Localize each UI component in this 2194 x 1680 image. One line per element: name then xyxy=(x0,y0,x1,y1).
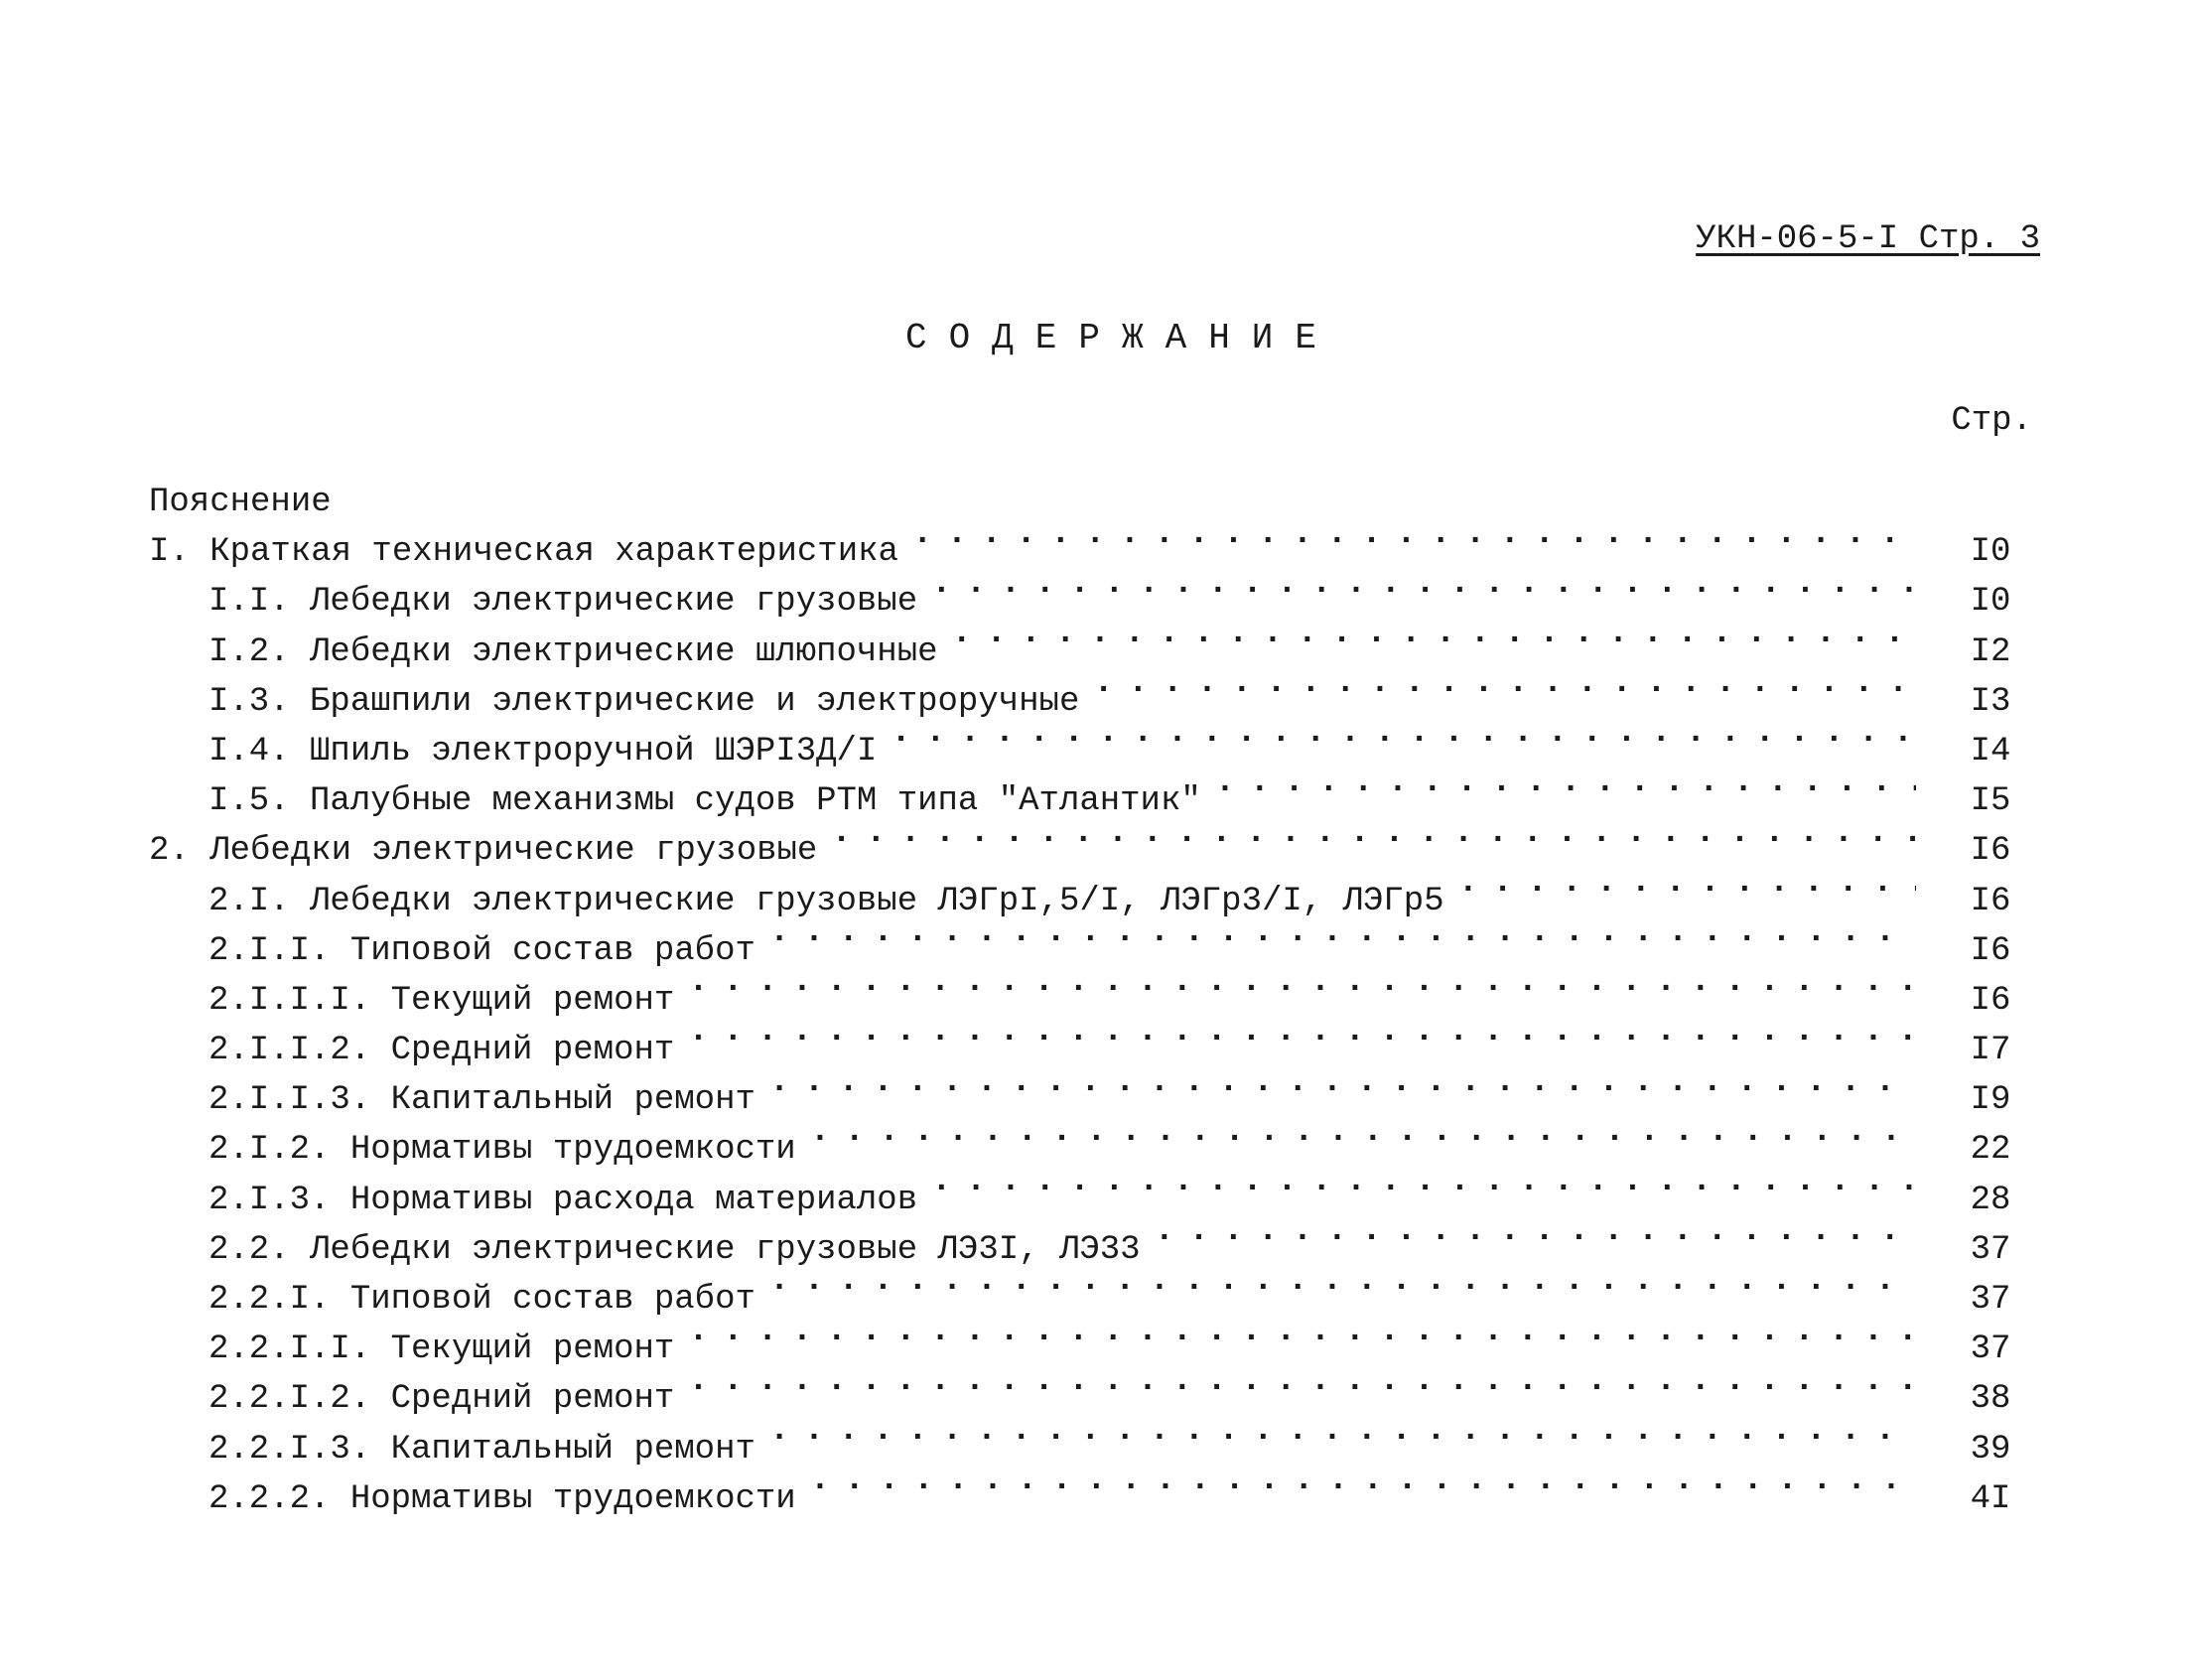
toc-dot-leader xyxy=(810,1124,1916,1158)
toc-entry-page: 4I xyxy=(1970,1479,2011,1518)
toc-entry-label: 2.I. Лебедки электрические грузовые ЛЭГрI,5/I, ЛЭГр3/I, ЛЭГр5 xyxy=(208,882,1444,920)
toc-entry-page: I9 xyxy=(1970,1081,2011,1120)
toc-entry xyxy=(149,1424,2045,1473)
toc-entry xyxy=(149,925,2045,975)
toc-entry-label: 2.I.I. Типовой состав работ xyxy=(208,931,755,970)
toc-dot-leader xyxy=(810,1473,1916,1507)
toc-entry xyxy=(149,477,2045,526)
toc-entry-page: I4 xyxy=(1970,732,2011,770)
toc-dot-leader xyxy=(931,576,1916,610)
toc-entry-label: 2.2.I.2. Средний ремонт xyxy=(208,1380,675,1419)
toc-dot-leader xyxy=(769,1424,1916,1458)
page-title: СОДЕРЖАНИЕ xyxy=(904,318,1339,358)
toc-entry-page: 39 xyxy=(1970,1430,2011,1469)
toc-entry-page: I6 xyxy=(1970,882,2011,920)
toc-dot-leader xyxy=(769,925,1916,959)
toc-entry-label: 2.2.I.3. Капитальный ремонт xyxy=(208,1430,755,1469)
toc-entry-page: 22 xyxy=(1970,1131,2011,1170)
toc-dot-leader xyxy=(1155,1224,1916,1258)
page-column-header: Стр. xyxy=(1951,402,2032,440)
toc-entry-page: 28 xyxy=(1970,1181,2011,1219)
toc-entry-label: 2.2.I. Типовой состав работ xyxy=(208,1281,755,1319)
toc-dot-leader xyxy=(931,1175,1916,1208)
toc-entry-page: I3 xyxy=(1970,682,2011,721)
toc-entry-page: I2 xyxy=(1970,632,2011,671)
toc-dot-leader xyxy=(688,1373,1916,1407)
toc-entry-label: 2.2.I.I. Текущий ремонт xyxy=(208,1330,675,1369)
toc-entry xyxy=(149,1373,2045,1423)
toc-dot-leader xyxy=(688,1324,1916,1357)
toc-entry-label: 2.I.I.2. Средний ремонт xyxy=(208,1032,675,1070)
toc-entry xyxy=(149,1124,2045,1174)
toc-entry xyxy=(149,825,2045,875)
toc-entry-label: 2.2. Лебедки электрические грузовые ЛЭ3I, ЛЭ33 xyxy=(208,1230,1141,1269)
toc-entry-label: I. Краткая техническая характеристика xyxy=(149,533,898,572)
toc-entry-label: 2.2.2. Нормативы трудоемкости xyxy=(208,1479,796,1518)
toc-entry-label: I.5. Палубные механизмы судов РТМ типа "Атлантик" xyxy=(208,782,1201,821)
toc-entry xyxy=(149,975,2045,1025)
toc-entry-label: 2.I.I.3. Капитальный ремонт xyxy=(208,1081,755,1120)
toc-entry-page: I5 xyxy=(1970,782,2011,821)
toc-dot-leader xyxy=(1458,876,1916,910)
toc-entry xyxy=(149,775,2045,825)
toc-dot-leader xyxy=(688,975,1916,1009)
toc-entry-label: I.3. Брашпили электрические и электроручные xyxy=(208,682,1080,721)
toc-entry-page: 37 xyxy=(1970,1230,2011,1269)
toc-entry xyxy=(149,1324,2045,1373)
toc-entry xyxy=(149,676,2045,726)
toc-entry xyxy=(149,1274,2045,1324)
toc-entry-label: I.I. Лебедки электрические грузовые xyxy=(208,583,918,622)
toc-entry-page: 37 xyxy=(1970,1281,2011,1319)
toc-entry-page: I6 xyxy=(1970,981,2011,1020)
toc-dot-leader xyxy=(688,1025,1916,1058)
toc-entry xyxy=(149,726,2045,775)
toc-entry xyxy=(149,876,2045,925)
toc-entry xyxy=(149,1224,2045,1274)
toc-entry-label: I.2. Лебедки электрические шлюпочные xyxy=(208,632,938,671)
toc-entry-page: I0 xyxy=(1970,583,2011,622)
toc-entry xyxy=(149,1175,2045,1224)
toc-entry-page: 37 xyxy=(1970,1330,2011,1369)
toc-entry-label: 2.I.2. Нормативы трудоемкости xyxy=(208,1131,796,1170)
toc-dot-leader xyxy=(1215,775,1916,809)
toc-entry-page: I6 xyxy=(1970,931,2011,970)
toc-entry-page: 38 xyxy=(1970,1380,2011,1419)
toc-entry-label: 2. Лебедки электрические грузовые xyxy=(149,832,818,871)
toc-entry xyxy=(149,576,2045,626)
toc-dot-leader xyxy=(952,627,1916,660)
toc-entry-label: 2.I.I.I. Текущий ремонт xyxy=(208,981,675,1020)
toc-entry xyxy=(149,526,2045,576)
toc-entry-label: I.4. Шпиль электроручной ШЭРI3Д/I xyxy=(208,732,878,770)
toc-dot-leader xyxy=(345,477,1916,510)
toc-entry xyxy=(149,1025,2045,1074)
toc-entry xyxy=(149,627,2045,676)
toc-dot-leader xyxy=(1093,676,1916,710)
toc-entry-page: I7 xyxy=(1970,1032,2011,1070)
table-of-contents xyxy=(149,477,2045,1523)
toc-entry-page: I6 xyxy=(1970,832,2011,871)
toc-dot-leader xyxy=(769,1074,1916,1108)
toc-dot-leader xyxy=(912,526,1916,560)
toc-dot-leader xyxy=(831,825,1916,859)
toc-entry xyxy=(149,1473,2045,1523)
toc-entry-label: Пояснение xyxy=(149,484,332,521)
document-code: УКН-06-5-I Стр. 3 xyxy=(1696,220,2040,258)
toc-dot-leader xyxy=(891,726,1916,760)
toc-dot-leader xyxy=(769,1274,1916,1308)
toc-entry xyxy=(149,1074,2045,1124)
toc-entry-page: I0 xyxy=(1970,533,2011,572)
toc-entry-label: 2.I.3. Нормативы расхода материалов xyxy=(208,1181,918,1219)
